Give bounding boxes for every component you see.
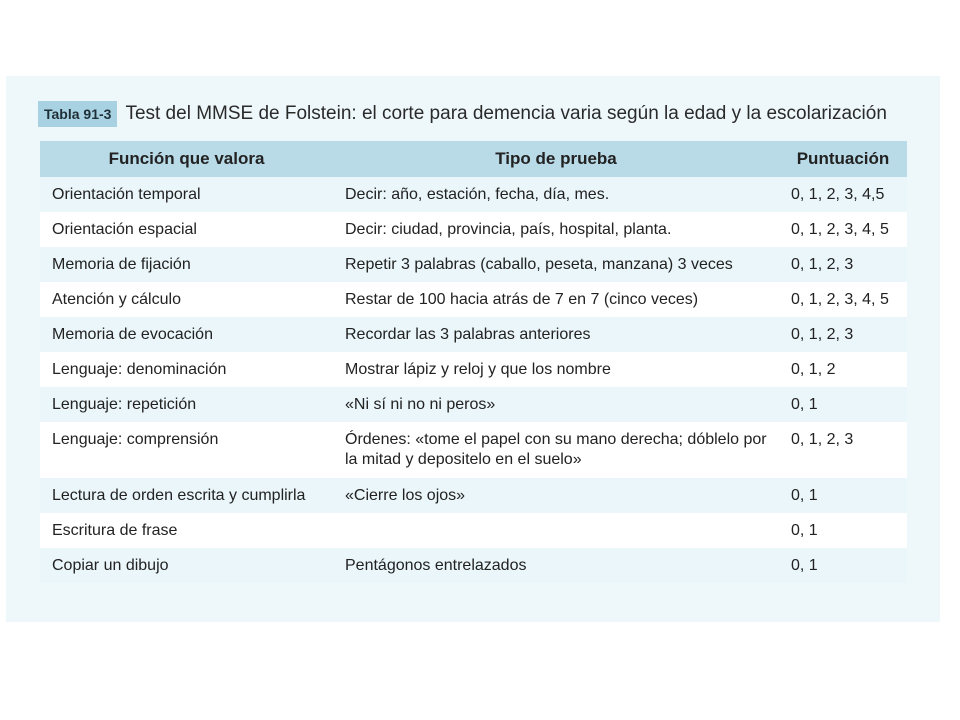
table-row [40,478,907,513]
test-cell: Órdenes: «tome el papel con su mano derecha; dóblelo por la mitad y depositelo en el suelo» [333,422,779,478]
test-cell: Mostrar lápiz y reloj y que los nombre [333,352,779,387]
function-cell: Lenguaje: repetición [40,387,333,422]
table-row [40,513,907,548]
test-cell [333,513,779,548]
score-cell: 0, 1, 2, 3 [779,422,907,478]
function-cell: Copiar un dibujo [40,548,333,583]
score-cell: 0, 1 [779,548,907,583]
test-cell: «Cierre los ojos» [333,478,779,513]
score-cell: 0, 1 [779,513,907,548]
header-function: Función que valora [40,141,333,177]
test-cell: Decir: ciudad, provincia, país, hospital, planta. [333,212,779,247]
test-cell: Recordar las 3 palabras anteriores [333,317,779,352]
test-cell: Repetir 3 palabras (caballo, peseta, manzana) 3 veces [333,247,779,282]
score-cell: 0, 1 [779,387,907,422]
score-cell: 0, 1, 2, 3, 4, 5 [779,282,907,317]
function-cell: Lenguaje: denominación [40,352,333,387]
table-title: Test del MMSE de Folstein: el corte para demencia varia según la edad y la escolarización [125,103,887,124]
score-cell: 0, 1, 2, 3 [779,317,907,352]
table-row [40,317,907,352]
score-cell: 0, 1 [779,478,907,513]
table-caption [38,99,887,129]
function-cell: Orientación espacial [40,212,333,247]
function-cell: Escritura de frase [40,513,333,548]
table-row [40,212,907,247]
score-cell: 0, 1, 2, 3, 4,5 [779,177,907,212]
function-cell: Memoria de evocación [40,317,333,352]
test-cell: Decir: año, estación, fecha, día, mes. [333,177,779,212]
mmse-table [40,141,907,583]
test-cell: Restar de 100 hacia atrás de 7 en 7 (cinco veces) [333,282,779,317]
function-cell: Lenguaje: comprensión [40,422,333,478]
table-row [40,352,907,387]
table-row [40,177,907,212]
score-cell: 0, 1, 2 [779,352,907,387]
function-cell: Memoria de fijación [40,247,333,282]
header-test-type: Tipo de prueba [333,141,779,177]
function-cell: Orientación temporal [40,177,333,212]
table-number-tag: Tabla 91-3 [38,101,117,127]
table-row [40,422,907,478]
test-cell: «Ni sí ni no ni peros» [333,387,779,422]
score-cell: 0, 1, 2, 3, 4, 5 [779,212,907,247]
table-header-row [40,141,907,177]
function-cell: Atención y cálculo [40,282,333,317]
table-row [40,548,907,583]
table-row [40,387,907,422]
header-score: Puntuación [779,141,907,177]
table-row [40,282,907,317]
table-row [40,247,907,282]
test-cell: Pentágonos entrelazados [333,548,779,583]
function-cell: Lectura de orden escrita y cumplirla [40,478,333,513]
score-cell: 0, 1, 2, 3 [779,247,907,282]
